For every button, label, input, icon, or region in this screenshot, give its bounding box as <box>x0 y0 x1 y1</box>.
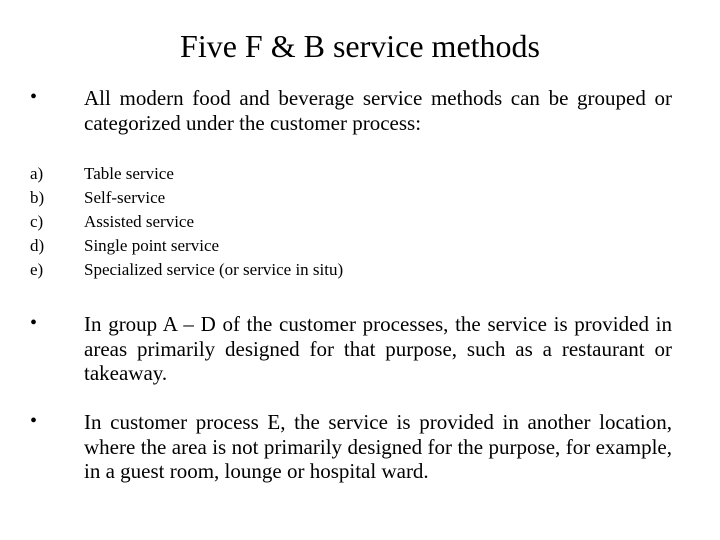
list-item <box>30 235 690 259</box>
list-item <box>30 259 690 283</box>
process-e-paragraph <box>30 410 672 484</box>
bullet-marker: • <box>30 312 38 334</box>
list-item-label: Assisted service <box>84 212 195 231</box>
group-a-d-text: In group A – D of the customer processes, the service is provided in areas primarily designed for that purpose, such as a restaurant or takeaway. <box>84 312 672 385</box>
bullet-marker: • <box>30 86 38 108</box>
intro-paragraph <box>30 86 672 135</box>
slide-title: Five F & B service methods <box>180 28 540 64</box>
process-e-text: In customer process E, the service is provided in another location, where the area is not primarily designed for the purpose, for example, in a guest room, lounge or hospital ward. <box>84 410 672 483</box>
list-marker: a) <box>30 164 44 183</box>
intro-text: All modern food and beverage service methods can be grouped or categorized under the customer process: <box>84 86 672 135</box>
list-marker: d) <box>30 236 45 255</box>
list-marker: c) <box>30 212 44 231</box>
bullet-marker: • <box>30 410 38 432</box>
group-a-d-paragraph <box>30 312 672 386</box>
list-item-label: Self-service <box>84 188 166 207</box>
service-methods-list <box>30 163 690 283</box>
list-marker: b) <box>30 188 45 207</box>
list-item-label: Specialized service (or service in situ) <box>84 260 344 279</box>
list-item-label: Single point service <box>84 236 220 255</box>
list-item <box>30 187 690 211</box>
list-item-label: Table service <box>84 164 174 183</box>
list-marker: e) <box>30 260 44 279</box>
list-item <box>30 211 690 235</box>
list-item <box>30 163 690 187</box>
